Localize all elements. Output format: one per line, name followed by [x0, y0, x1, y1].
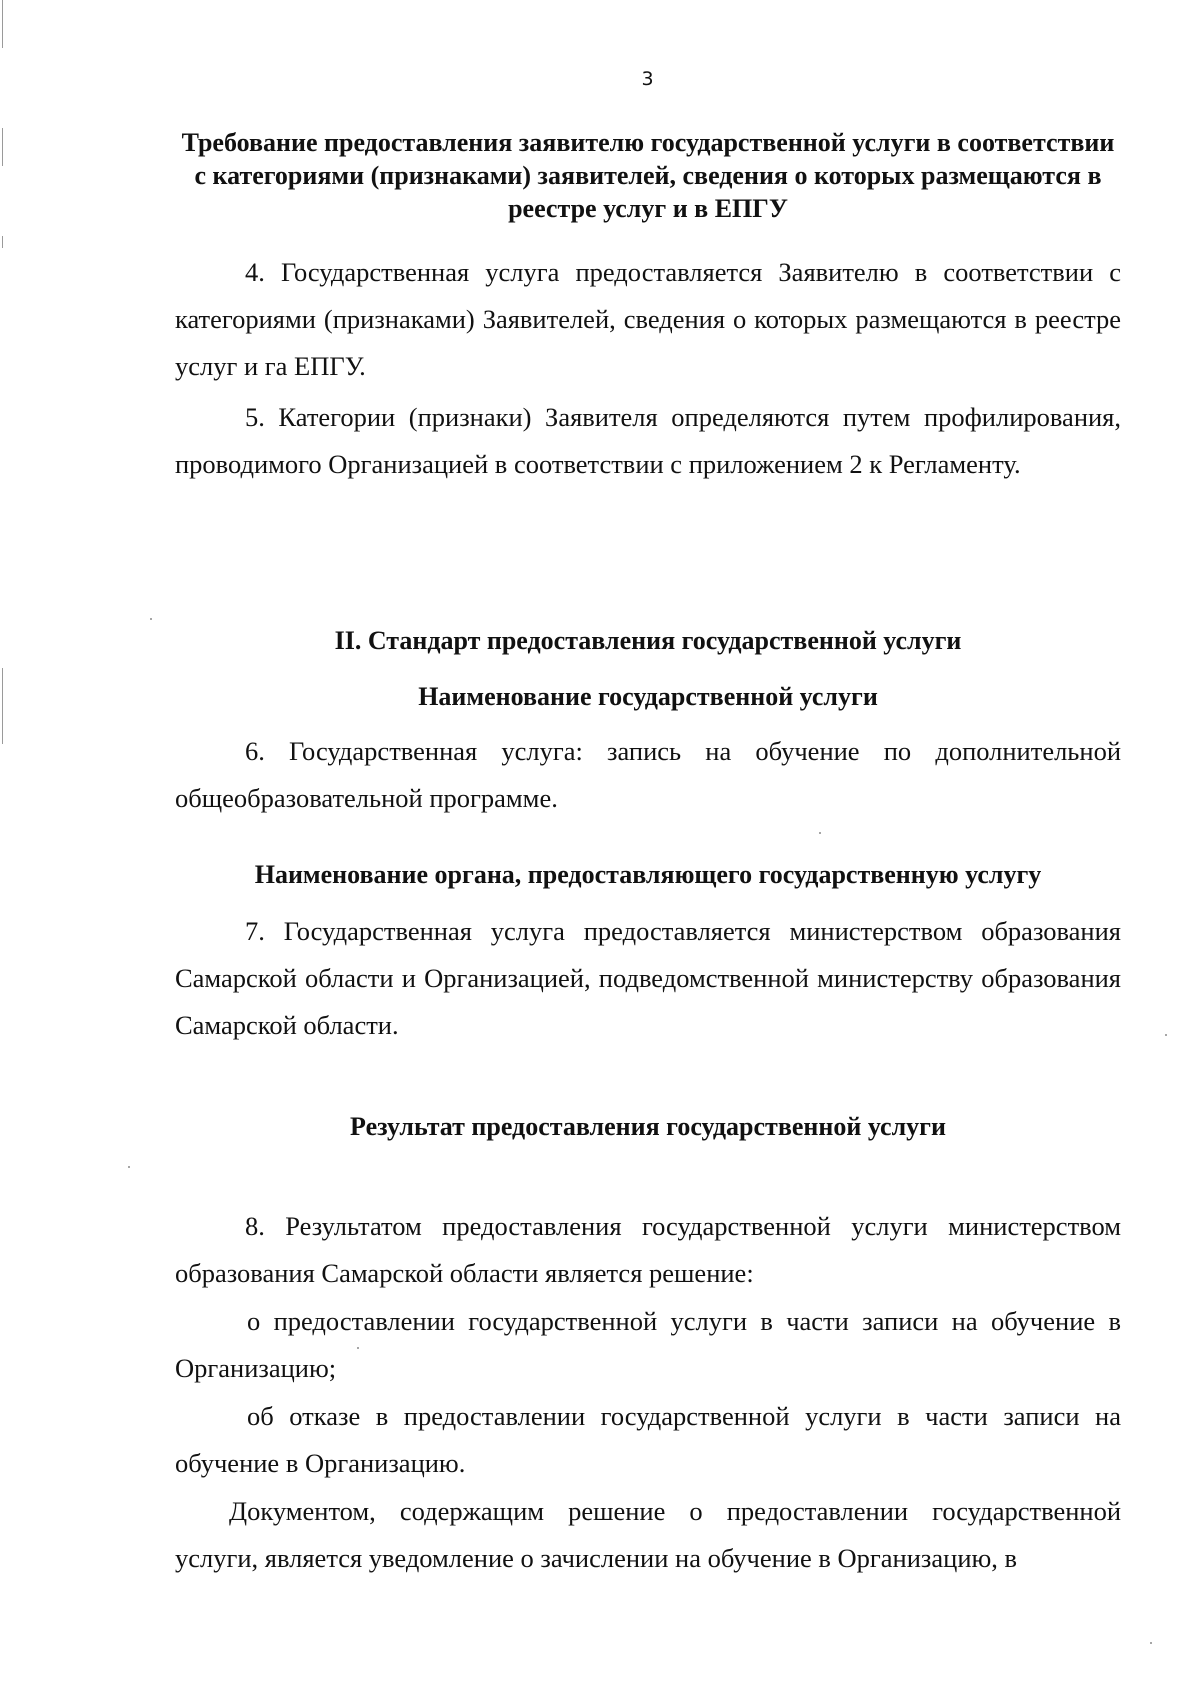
paragraph-document: Документом, содержащим решение о предоставлении государственной услуги, является уведомление о зачислении на обучение в Организацию, в [175, 1496, 1121, 1573]
scan-speck [1150, 1642, 1152, 1644]
result-item-grant: о предоставлении государственной услуги в части записи на обучение в Организацию; [175, 1306, 1121, 1383]
page-number: 3 [641, 68, 654, 90]
section-heading-result: Результат предоставления государственной услуги [350, 1112, 946, 1141]
paragraph-4: 4. Государственная услуга предоставляется Заявителю в соответствии с категориями (признаками) Заявителей, сведения о которых размещаются в реестре услуг и га ЕПГУ. [175, 257, 1121, 381]
section-heading-service-name: Наименование государственной услуги [418, 682, 878, 711]
result-item-refusal: об отказе в предоставлении государственной услуги в части записи на обучение в Организацию. [175, 1401, 1121, 1478]
scan-speck [1165, 1034, 1167, 1036]
scan-speck [819, 832, 821, 834]
scan-speck [128, 1166, 130, 1168]
section-heading-requirement: Требование предоставления заявителю государственной услуги в соответствии с категориями (признаками) заявителей, сведения о которых размещаются в реестре услуг и в ЕПГУ [181, 128, 1115, 223]
paragraph-5: 5. Категории (признаки) Заявителя определяются путем профилирования, проводимого Организацией в соответствии с приложением 2 к Регламенту. [175, 402, 1121, 479]
scan-edge-mark [2, 0, 3, 48]
section-heading-standard: II. Стандарт предоставления государственной услуги [334, 626, 962, 655]
scan-edge-mark [2, 236, 3, 248]
scan-speck [150, 618, 152, 620]
paragraph-7: 7. Государственная услуга предоставляется министерством образования Самарской области и Организацией, подведомственной министерству образования Самарской области. [175, 916, 1121, 1040]
paragraph-6: 6. Государственная услуга: запись на обучение по дополнительной общеобразовательной программе. [175, 736, 1121, 813]
paragraph-8: 8. Результатом предоставления государственной услуги министерством образования Самарской области является решение: [175, 1211, 1121, 1288]
scan-edge-mark [2, 128, 3, 166]
scan-edge-mark [2, 668, 3, 744]
section-heading-authority: Наименование органа, предоставляющего государственную услугу [254, 860, 1042, 889]
